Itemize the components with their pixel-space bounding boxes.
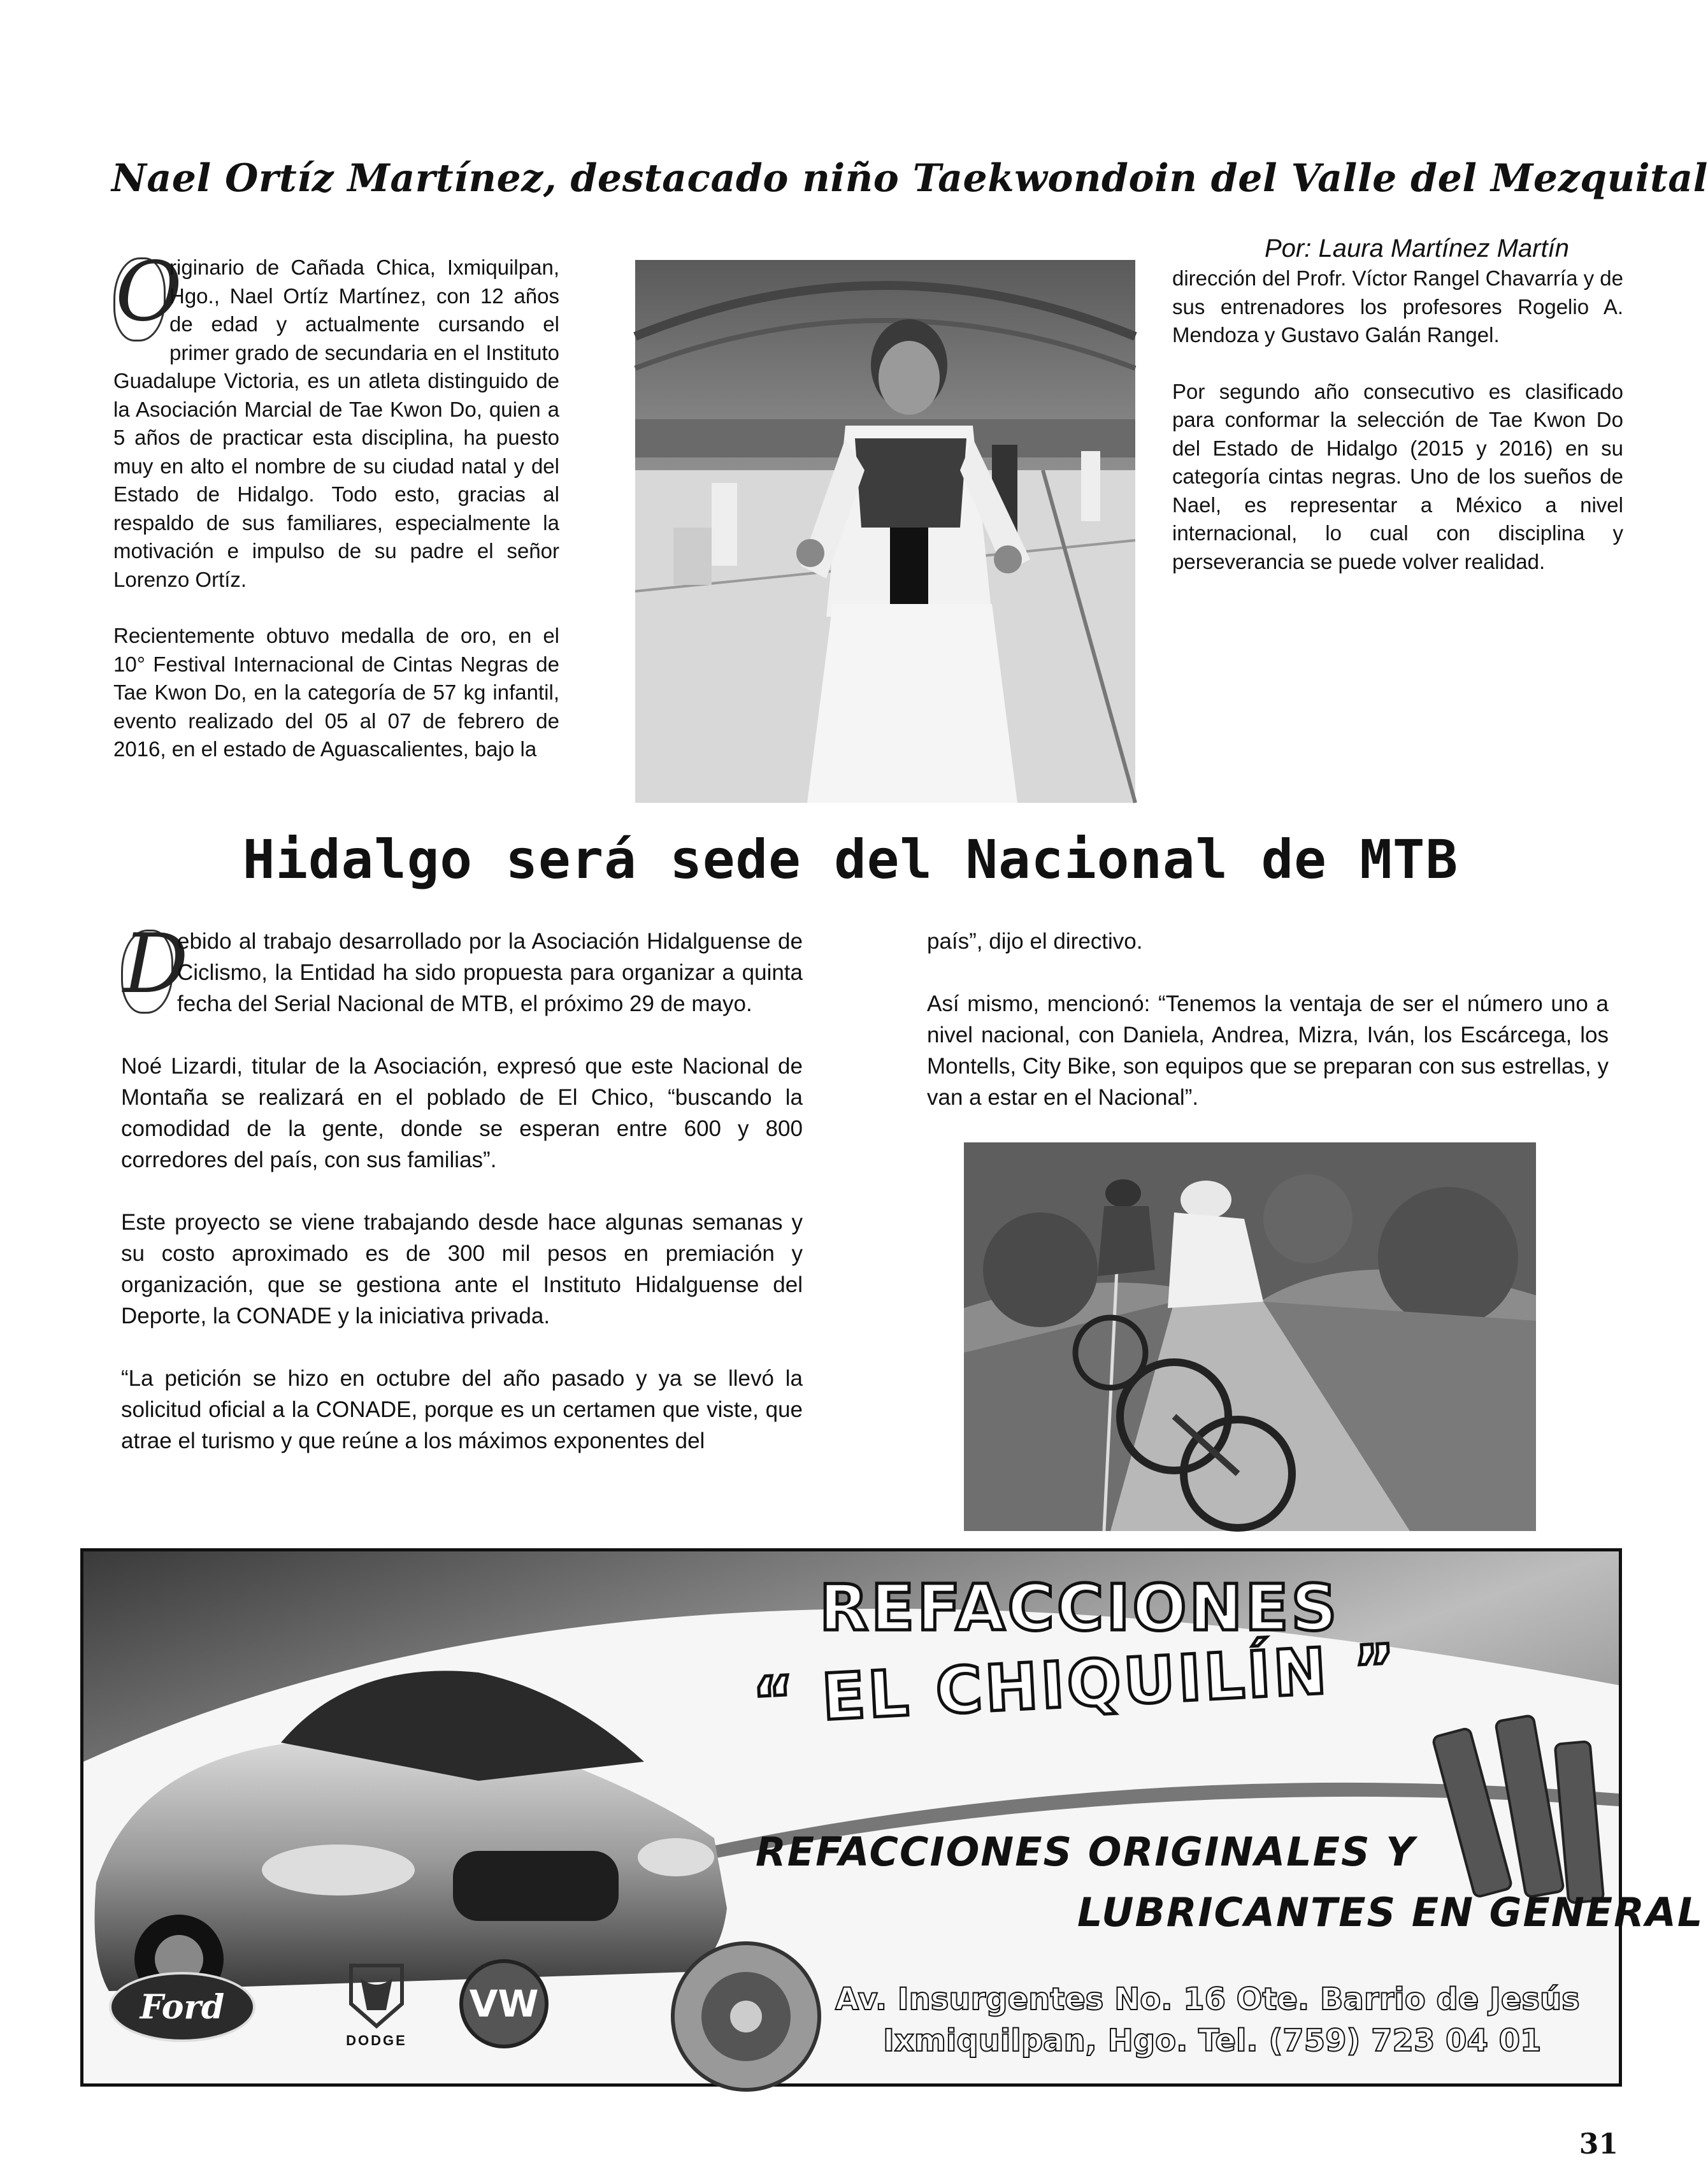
- ad-city-phone: Ixmiquilpan, Hgo. Tel. (759) 723 04 01: [883, 2023, 1542, 2059]
- article2-right-column: [927, 926, 1609, 1141]
- article1-left-p1: riginario de Cañada Chica, Ixmiquilpan, Hgo., Nael Ortíz Martínez, con 12 años de edad y actualmente cursando el primer grado de secundaria en el Instituto Guadalupe Victoria, es un atleta distinguido de la Asociación Marcial de Tae Kwon Do, quien a 5 años de practicar esta disciplina, ha puesto muy en alto el nombre de su ciudad natal y del Estado de Hidalgo. Todo esto, gracias al respaldo de sus familiares, especialmente la motivación e impulso de su padre el señor Lorenzo Ortíz.: [113, 255, 559, 591]
- article2-left-column: [121, 917, 803, 1485]
- ad-headline-1: REFACCIONES: [819, 1571, 1340, 1645]
- ram-head-icon: [338, 1959, 415, 2029]
- article1-dropcap: O: [113, 257, 166, 342]
- article2-left-p1: ebido al trabajo desarrollado por la Asociación Hidalguense de Ciclismo, la Entidad ha sido propuesta para organizar a quinta fecha del Serial Nacional de MTB, el próximo 29 de mayo.: [177, 929, 803, 1016]
- article1-right-p2: Por segundo año consecutivo es clasificado para conformar la selección de Tae Kwon Do del Estado de Hidalgo (2015 y 2016) en su categoría cintas negras. Uno de los sueños de Nael, es representar a México a nivel internacional, lo cual con disciplina y perseverancia se puede volver realidad.: [1172, 379, 1623, 573]
- article2-right-p2: Así mismo, mencionó: “Tenemos la ventaja de ser el número uno a nivel nacional, con Daniela, Andrea, Mizra, Iván, los Escárcega, los Montells, City Bike, son equipos que se preparan con sus estrellas, y van a estar en el Nacional”.: [927, 991, 1609, 1110]
- article2-left-p3: Este proyecto se viene trabajando desde hace algunas semanas y su costo aproximado es de 300 mil pesos en premiación y organización, que se gestiona ante el Instituto Hidalguense del Deporte, la CONADE y la iniciativa privada.: [121, 1210, 803, 1328]
- ad-subline-2: LUBRICANTES EN GENERAL: [1077, 1889, 1704, 1936]
- ad-address: Av. Insurgentes No. 16 Ote. Barrio de Jesús: [835, 1981, 1580, 2017]
- article2-dropcap: D: [121, 930, 173, 1014]
- mtb-photo: [964, 1142, 1536, 1531]
- refacciones-advertisement: [80, 1548, 1704, 2087]
- dodge-logo: [332, 1959, 421, 2061]
- article1-title: Nael Ortíz Martínez, destacado niño Taekwondoin del Valle del Mezquital: [111, 156, 1708, 201]
- article1-left-column: [113, 245, 559, 792]
- vw-logo: [459, 1959, 549, 2048]
- article1-left-p2: Recientemente obtuvo medalla de oro, en el 10° Festival Internacional de Cintas Negras de Tae Kwon Do, en la categoría de 57 kg infantil, evento realizado del 05 al 07 de febrero de 2016, en el estado de Aguascalientes, bajo la: [113, 624, 559, 761]
- ad-headline-2: “ EL CHIQUILÍN ”: [750, 1630, 1400, 1739]
- article2-left-p2: Noé Lizardi, titular de la Asociación, expresó que este Nacional de Montaña se realizará en el poblado de El Chico, “buscando la comodidad de la gente, donde se esperan entre 600 y 800 corredores del país, con sus familias”.: [121, 1054, 803, 1172]
- page-number: 31: [1579, 2128, 1618, 2161]
- vw-logo-text: VW: [469, 1982, 539, 2025]
- dodge-logo-text: DODGE: [346, 2032, 407, 2048]
- ford-logo: [109, 1972, 255, 2042]
- ad-subline-1: REFACCIONES ORIGINALES Y: [756, 1829, 1416, 1875]
- article1-right-p1: dirección del Profr. Víctor Rangel Chavarría y de sus entrenadores los profesores Rogelio A. Mendoza y Gustavo Galán Rangel.: [1172, 266, 1624, 347]
- ford-logo-text: Ford: [140, 1987, 225, 2027]
- taekwondo-photo: [635, 260, 1135, 803]
- article1-byline: Por: Laura Martínez Martín: [1265, 234, 1569, 262]
- article1-right-column: [1172, 264, 1623, 604]
- article2-title: Hidalgo será sede del Nacional de MTB: [242, 828, 1459, 891]
- article2-left-p4: “La petición se hizo en octubre del año pasado y ya se llevó la solicitud oficial a la CONADE, porque es un certamen que viste, que atrae el turismo y que reúne a los máximos exponentes del: [121, 1366, 803, 1453]
- article2-right-p1: país”, dijo el directivo.: [927, 929, 1143, 954]
